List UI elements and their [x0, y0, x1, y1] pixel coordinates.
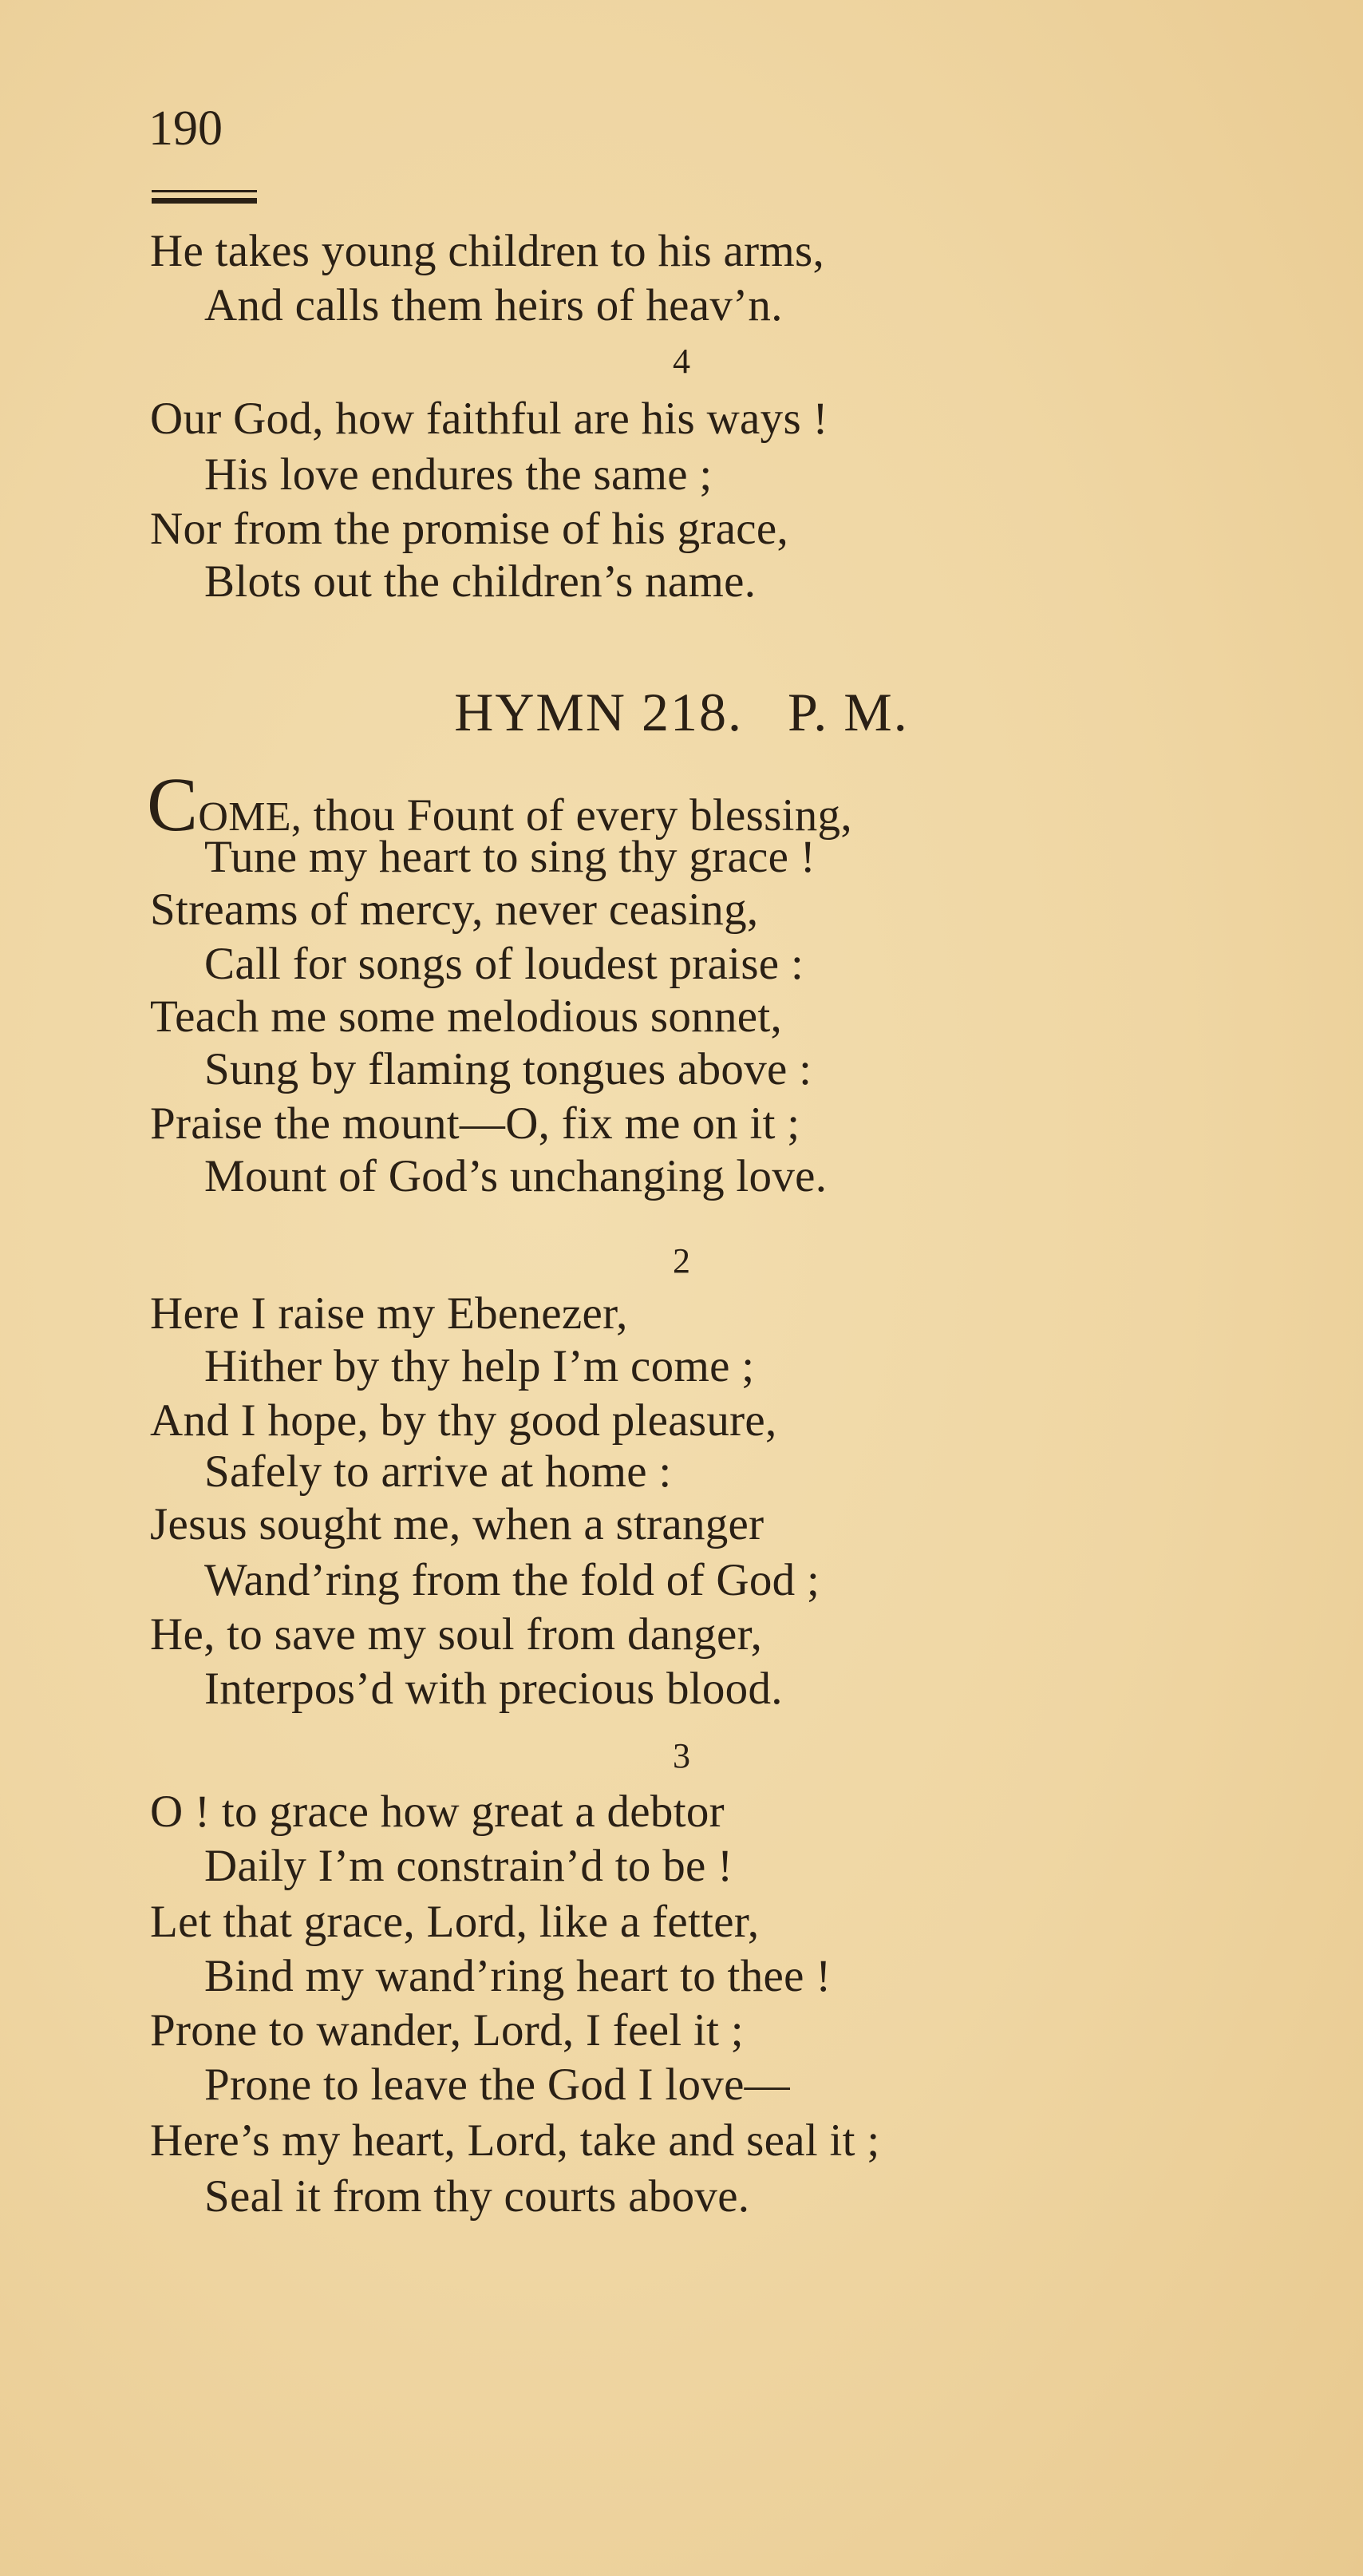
verse-line: Tune my heart to sing thy grace ! — [204, 832, 816, 882]
verse-line: Hither by thy help I’m come ; — [204, 1341, 755, 1391]
verse-line: His love endures the same ; — [204, 449, 713, 500]
verse-line: Mount of God’s unchanging love. — [204, 1151, 828, 1201]
verse-line: Call for songs of loudest praise : — [204, 939, 804, 989]
verse-line: Nor from the promise of his grace, — [150, 504, 789, 554]
stanza-number: 4 — [673, 342, 690, 381]
verse-line: Wand’ring from the fold of God ; — [204, 1555, 820, 1605]
verse-line: Daily I’m constrain’d to be ! — [204, 1841, 733, 1891]
verse-line: Seal it from thy courts above. — [204, 2171, 750, 2222]
hymn-meter: P. M. — [788, 682, 909, 742]
verse-line: O ! to grace how great a debtor — [150, 1787, 725, 1837]
verse-line: Streams of mercy, never ceasing, — [150, 884, 759, 935]
header-rule-thin — [152, 190, 257, 192]
stanza-number: 3 — [673, 1736, 690, 1775]
verse-line: He, to save my soul from danger, — [150, 1609, 763, 1660]
verse-line: Jesus sought me, when a stranger — [150, 1499, 764, 1549]
verse-line: Prone to leave the God I love— — [204, 2060, 790, 2110]
hymn-number: HYMN 218. — [454, 682, 744, 742]
verse-line: And I hope, by thy good pleasure, — [150, 1395, 777, 1446]
verse-line: Sung by flaming tongues above : — [204, 1044, 812, 1094]
first-word: OME, — [198, 794, 302, 840]
verse-line: Blots out the children’s name. — [204, 556, 757, 607]
header-rule-thick — [152, 198, 257, 204]
hymn-title — [0, 680, 1363, 744]
verse-line: Our God, how faithful are his ways ! — [150, 394, 828, 444]
first-line-rest: thou Fount of every blessing, — [302, 790, 852, 841]
verse-line: Safely to arrive at home : — [204, 1446, 672, 1497]
verse-line: Praise the mount—O, fix me on it ; — [150, 1098, 800, 1149]
verse-line: He takes young children to his arms, — [150, 226, 825, 276]
verse-line: And calls them heirs of heav’n. — [204, 280, 783, 330]
verse-line: Let that grace, Lord, like a fetter, — [150, 1897, 760, 1947]
verse-line-first — [147, 762, 852, 847]
verse-line: Here I raise my Ebenezer, — [150, 1288, 628, 1339]
verse-line: Prone to wander, Lord, I feel it ; — [150, 2005, 744, 2056]
page-number: 190 — [148, 101, 223, 156]
stanza-number: 2 — [673, 1241, 690, 1280]
verse-line: Bind my wand’ring heart to thee ! — [204, 1951, 832, 2001]
drop-cap: C — [147, 762, 199, 847]
verse-line: Here’s my heart, Lord, take and seal it ; — [150, 2115, 880, 2166]
verse-line: Teach me some melodious sonnet, — [150, 991, 783, 1042]
verse-line: Interpos’d with precious blood. — [204, 1664, 783, 1714]
